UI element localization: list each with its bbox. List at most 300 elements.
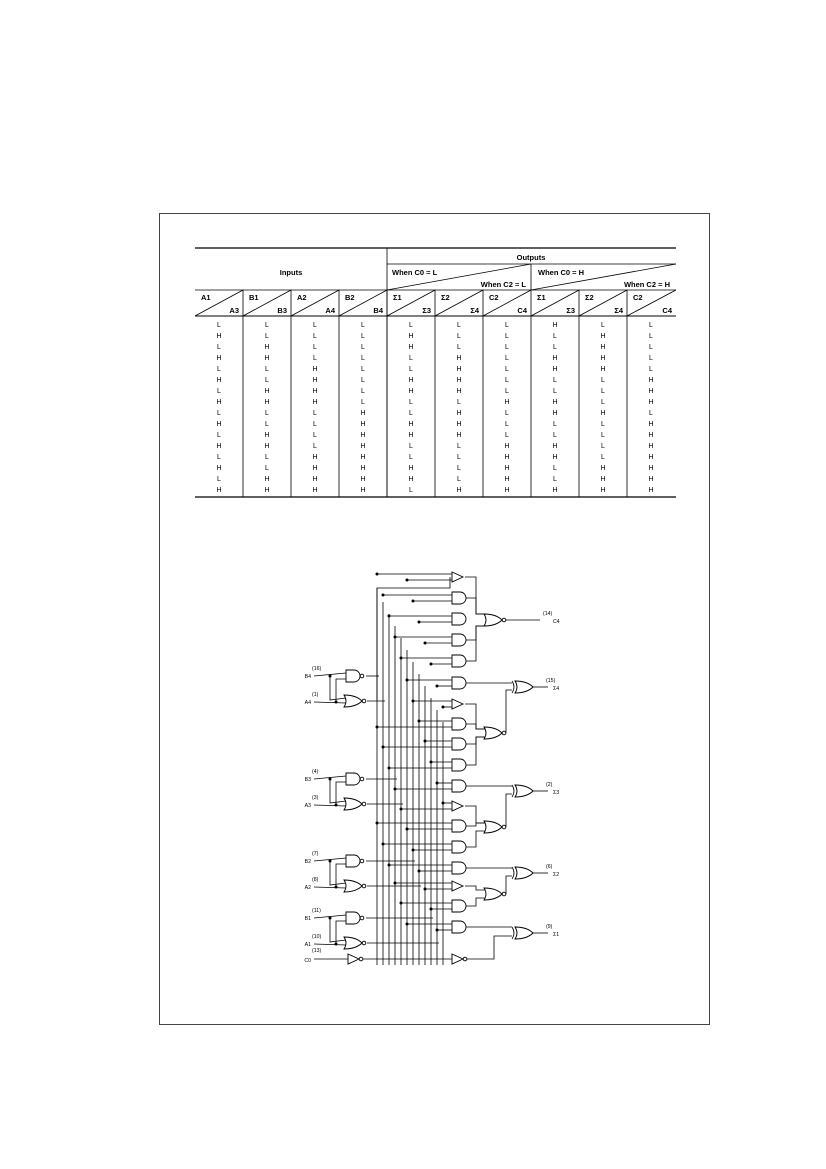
junction-dot	[388, 615, 391, 618]
nand-gate	[346, 773, 360, 785]
inversion-bubble	[362, 884, 366, 888]
wire	[465, 823, 486, 826]
and-gate	[452, 613, 466, 625]
junction-dot	[376, 573, 379, 576]
junction-dot	[412, 700, 415, 703]
column-header-top: Σ1	[537, 293, 546, 302]
table-cell: H	[312, 377, 318, 384]
buffer	[452, 699, 463, 709]
table-cell: L	[601, 443, 605, 450]
junction-dot	[400, 808, 403, 811]
column-header-top: A2	[297, 293, 307, 302]
input-label: B4	[304, 674, 311, 680]
table-cell: L	[313, 432, 317, 439]
table-cell: L	[217, 344, 221, 351]
input-label: A4	[304, 700, 311, 706]
table-cell: H	[312, 399, 318, 406]
table-cell: H	[552, 355, 558, 362]
wire	[314, 702, 346, 703]
column-header-bottom: C4	[662, 306, 672, 315]
table-cell: H	[456, 432, 462, 439]
wires	[314, 573, 548, 966]
column-header-bottom: Σ4	[470, 306, 479, 315]
junction-dot	[412, 600, 415, 603]
table-cell: L	[601, 377, 605, 384]
table-cell: L	[409, 487, 413, 494]
table-cell: L	[505, 388, 509, 395]
table-cell: L	[313, 344, 317, 351]
table-cell: H	[648, 454, 654, 461]
output-pin-number: (2)	[546, 782, 553, 788]
wire	[506, 876, 512, 894]
table-cell: H	[456, 421, 462, 428]
table-cell: L	[505, 333, 509, 340]
table-cell: H	[408, 377, 414, 384]
wire	[330, 676, 346, 700]
table-cell: H	[264, 476, 270, 483]
junction-dot	[430, 761, 433, 764]
table-cell: L	[649, 333, 653, 340]
table-cell: H	[648, 476, 654, 483]
table-cell: L	[505, 377, 509, 384]
table-cell: H	[360, 476, 366, 483]
table-cell: H	[360, 443, 366, 450]
and-gate	[452, 738, 466, 750]
table-cell: L	[457, 333, 461, 340]
column-header-top: Σ2	[441, 293, 450, 302]
wire	[465, 737, 486, 765]
table-cell: H	[312, 476, 318, 483]
table-cell: H	[360, 421, 366, 428]
table-cell: H	[504, 454, 510, 461]
table-cell: L	[361, 399, 365, 406]
table-cell: L	[553, 465, 557, 472]
table-cell: L	[457, 454, 461, 461]
inversion-bubble	[360, 916, 364, 920]
table-cell: L	[601, 432, 605, 439]
inversion-bubble	[362, 699, 366, 703]
nand-gate	[346, 670, 360, 682]
junction-dot	[394, 882, 397, 885]
input-pin-number: (13)	[312, 948, 322, 954]
column-header-top: B1	[249, 293, 259, 302]
wire	[506, 794, 512, 827]
wire	[465, 898, 486, 906]
table-cell: L	[361, 377, 365, 384]
xor-arc	[512, 867, 514, 879]
input-pin-number: (16)	[312, 666, 322, 672]
when-c0-h-label: When C0 = H	[538, 268, 585, 277]
input-pin-number: (1)	[312, 692, 319, 698]
table-cell: H	[456, 355, 462, 362]
table-cell: H	[360, 454, 366, 461]
junction-dot	[418, 870, 421, 873]
table-cell: L	[217, 322, 221, 329]
table-cell: H	[264, 487, 270, 494]
table-cell: L	[649, 344, 653, 351]
table-cell: H	[312, 388, 318, 395]
input-label: C0	[304, 958, 311, 964]
table-cell: H	[504, 399, 510, 406]
column-header-bottom: A4	[325, 306, 335, 315]
wire	[465, 886, 486, 890]
table-cell: L	[265, 333, 269, 340]
table-cell: L	[649, 366, 653, 373]
table-cell: H	[648, 465, 654, 472]
table-cell: H	[504, 465, 510, 472]
table-cell: L	[553, 421, 557, 428]
wire	[330, 861, 346, 885]
wire	[330, 918, 346, 942]
junction-dot	[436, 782, 439, 785]
junction-dot	[388, 767, 391, 770]
xor-gate	[515, 927, 533, 939]
table-cell: H	[456, 487, 462, 494]
table-cell: H	[264, 432, 270, 439]
wire	[330, 779, 346, 803]
input-label: A1	[304, 942, 311, 948]
inversion-bubble	[502, 825, 506, 829]
column-header-bottom: B4	[373, 306, 383, 315]
inversion-bubble	[463, 957, 467, 961]
buffer	[452, 572, 463, 582]
table-cell: L	[457, 465, 461, 472]
table-cell: L	[409, 443, 413, 450]
xor-gate	[515, 785, 533, 797]
input-label: A3	[304, 803, 311, 809]
wire	[465, 598, 486, 614]
table-cell: H	[648, 432, 654, 439]
table-cell: L	[553, 377, 557, 384]
column-header-top: C2	[633, 293, 643, 302]
when-c2-l-label: When C2 = L	[480, 280, 526, 289]
table-cell: L	[217, 476, 221, 483]
nand-gate	[346, 912, 360, 924]
input-label: B3	[304, 777, 311, 783]
wire	[377, 577, 450, 700]
inversion-bubble	[360, 777, 364, 781]
table-cell: L	[361, 366, 365, 373]
output-label: Σ1	[553, 932, 560, 938]
table-cell: L	[313, 410, 317, 417]
table-cell: H	[456, 410, 462, 417]
table-cell: L	[361, 333, 365, 340]
junction-dot	[394, 788, 397, 791]
table-cell: H	[216, 333, 222, 340]
table-cell: H	[360, 432, 366, 439]
table-cell: H	[360, 410, 366, 417]
table-cell: H	[648, 399, 654, 406]
table-cell: L	[409, 454, 413, 461]
table-cell: H	[552, 399, 558, 406]
table-cell: H	[216, 487, 222, 494]
table-cell: H	[264, 355, 270, 362]
table-cell: H	[552, 366, 558, 373]
table-cell: L	[265, 366, 269, 373]
wire	[465, 704, 486, 729]
table-cell: H	[408, 432, 414, 439]
column-header-bottom: Σ4	[614, 306, 623, 315]
table-cell: H	[408, 333, 414, 340]
table-cell: L	[553, 388, 557, 395]
wire	[314, 944, 346, 945]
input-pin-number: (7)	[312, 851, 319, 857]
table-cell: L	[505, 410, 509, 417]
table-cell: L	[409, 399, 413, 406]
xor-arc	[512, 785, 514, 797]
table-cell: L	[505, 355, 509, 362]
table-cell: L	[313, 421, 317, 428]
when-c2-h-label: When C2 = H	[623, 280, 670, 289]
junction-dot	[442, 802, 445, 805]
junction-dot	[430, 663, 433, 666]
table-cell: L	[553, 344, 557, 351]
input-pin-number: (3)	[312, 795, 319, 801]
nor-gate	[484, 727, 502, 739]
and-gate	[452, 820, 466, 832]
input-pin-number: (11)	[312, 908, 321, 914]
and-gate	[452, 677, 466, 689]
table-cell: H	[408, 344, 414, 351]
table-cell: L	[649, 355, 653, 362]
junction-dot	[418, 621, 421, 624]
table-cell: L	[409, 322, 413, 329]
junction-dot	[436, 685, 439, 688]
table-cell: L	[361, 322, 365, 329]
table-cell: H	[312, 454, 318, 461]
wire	[314, 805, 346, 806]
wire	[465, 737, 486, 744]
table-cell: H	[648, 388, 654, 395]
junction-dot	[436, 929, 439, 932]
junction-dot	[424, 888, 427, 891]
table-cell: L	[457, 322, 461, 329]
table-cell: H	[216, 377, 222, 384]
table-cell: L	[217, 410, 221, 417]
table-cell: L	[265, 377, 269, 384]
table-cell: H	[408, 465, 414, 472]
junction-dot	[382, 594, 385, 597]
wire	[465, 626, 486, 661]
table-cell: L	[409, 366, 413, 373]
table-cell: L	[457, 443, 461, 450]
table-cell: H	[648, 377, 654, 384]
table-cell: H	[456, 388, 462, 395]
wire	[465, 724, 486, 729]
and-gate	[452, 718, 466, 730]
junction-dot	[400, 902, 403, 905]
table-cell: H	[600, 410, 606, 417]
table-cell: L	[457, 344, 461, 351]
table-cell: L	[553, 333, 557, 340]
table-cell: L	[313, 355, 317, 362]
table-cell: L	[217, 432, 221, 439]
table-cell: L	[409, 410, 413, 417]
table-cell: H	[312, 465, 318, 472]
column-header-top: Σ2	[585, 293, 594, 302]
input-label: B1	[304, 916, 311, 922]
inversion-bubble	[359, 957, 363, 961]
column-header-bottom: A3	[229, 306, 239, 315]
inverter	[348, 954, 359, 964]
output-pin-number: (9)	[546, 924, 553, 930]
table-cell: L	[505, 421, 509, 428]
table-cell: L	[505, 344, 509, 351]
input-pin-number: (4)	[312, 769, 319, 775]
column-header-top: B2	[345, 293, 355, 302]
nor-gate	[344, 798, 362, 810]
table-cell: H	[600, 333, 606, 340]
table-cell: L	[217, 388, 221, 395]
table-cell: H	[456, 366, 462, 373]
and-gate	[452, 655, 466, 667]
xor-gate	[515, 867, 533, 879]
table-cell: H	[408, 421, 414, 428]
junction-dot	[406, 679, 409, 682]
junction-dot	[400, 657, 403, 660]
junction-dot	[406, 923, 409, 926]
nor-gate	[484, 614, 502, 626]
xor-arc	[512, 681, 514, 693]
inversion-bubble	[502, 731, 506, 735]
table-cell: H	[648, 487, 654, 494]
junction-dot	[376, 726, 379, 729]
table-cell: L	[361, 388, 365, 395]
table-cell: H	[264, 388, 270, 395]
wire	[506, 690, 512, 733]
inversion-bubble	[360, 674, 364, 678]
and-gate	[452, 592, 466, 604]
inversion-bubble	[360, 859, 364, 863]
junction-dot	[418, 720, 421, 723]
table-cell: L	[409, 355, 413, 362]
output-pin-number: (15)	[546, 678, 556, 684]
table-cell: L	[217, 366, 221, 373]
wire	[467, 936, 512, 959]
wire	[465, 577, 486, 614]
table-cell: L	[265, 454, 269, 461]
table-cell: H	[600, 344, 606, 351]
column-header-bottom: Σ3	[422, 306, 431, 315]
junction-dot	[376, 822, 379, 825]
column-header-top: A1	[201, 293, 211, 302]
and-gate	[452, 862, 466, 874]
input-label: B2	[304, 859, 311, 865]
table-cell: L	[553, 432, 557, 439]
logic-diagram	[0, 560, 826, 980]
nor-gate	[484, 821, 502, 833]
table-cell: L	[553, 476, 557, 483]
nor-gate	[344, 880, 362, 892]
wire	[465, 626, 486, 640]
table-cell: H	[408, 388, 414, 395]
junction-dot	[442, 706, 445, 709]
wire	[465, 806, 486, 823]
when-c0-l-label: When C0 = L	[392, 268, 438, 277]
input-label: A2	[304, 885, 311, 891]
output-label: Σ2	[553, 872, 560, 878]
table-cell: H	[504, 476, 510, 483]
output-pin-number: (14)	[543, 611, 553, 617]
table-cell: H	[264, 443, 270, 450]
table-cell: H	[264, 399, 270, 406]
table-cell: H	[312, 487, 318, 494]
table-cell: L	[265, 322, 269, 329]
junction-dot	[382, 746, 385, 749]
column-header-bottom: Σ3	[566, 306, 575, 315]
table-cell: L	[313, 443, 317, 450]
table-cell: H	[600, 476, 606, 483]
table-cell: L	[457, 399, 461, 406]
table-cell: H	[552, 487, 558, 494]
table-cell: L	[457, 476, 461, 483]
table-cell: H	[552, 322, 558, 329]
nor-gate	[344, 695, 362, 707]
junction-dot	[406, 828, 409, 831]
input-pin-number: (10)	[312, 934, 322, 940]
table-cell: H	[216, 355, 222, 362]
table-cell: L	[313, 322, 317, 329]
table-cell: L	[649, 322, 653, 329]
and-gate	[452, 634, 466, 646]
junction-dot	[430, 908, 433, 911]
table-cell: H	[504, 487, 510, 494]
table-cell: H	[552, 443, 558, 450]
table-cell: H	[600, 355, 606, 362]
table-cell: L	[505, 322, 509, 329]
table-cell: H	[504, 443, 510, 450]
table-cell: H	[648, 443, 654, 450]
junction-dot	[388, 864, 391, 867]
and-gate	[452, 759, 466, 771]
table-cell: L	[601, 421, 605, 428]
table-cell: L	[601, 454, 605, 461]
table-cell: L	[601, 399, 605, 406]
table-cell: H	[360, 487, 366, 494]
table-cell: L	[361, 344, 365, 351]
nor-gate	[344, 937, 362, 949]
junction-dot	[394, 636, 397, 639]
table-cell: H	[216, 421, 222, 428]
junction-dot	[382, 843, 385, 846]
table-cell: L	[601, 322, 605, 329]
table-cell: H	[360, 465, 366, 472]
column-headers	[201, 293, 673, 315]
junction-dot	[406, 579, 409, 582]
table-cell: H	[264, 344, 270, 351]
table-cell: L	[505, 366, 509, 373]
table-cell: L	[217, 454, 221, 461]
table-cell: H	[216, 465, 222, 472]
output-label: C4	[553, 619, 560, 625]
table-cell: H	[600, 487, 606, 494]
table-cell: H	[600, 366, 606, 373]
nand-gate	[346, 855, 360, 867]
table-cell: L	[265, 465, 269, 472]
table-cell: H	[456, 377, 462, 384]
table-cell: L	[313, 333, 317, 340]
table-cell: H	[216, 443, 222, 450]
column-header-top: Σ1	[393, 293, 402, 302]
table-cell: H	[408, 476, 414, 483]
xor-gate	[515, 681, 533, 693]
input-pin-number: (8)	[312, 877, 319, 883]
output-pin-number: (6)	[546, 864, 553, 870]
table-cell: H	[648, 421, 654, 428]
and-gate	[452, 780, 466, 792]
buffer	[452, 881, 463, 891]
table-cell: H	[312, 366, 318, 373]
